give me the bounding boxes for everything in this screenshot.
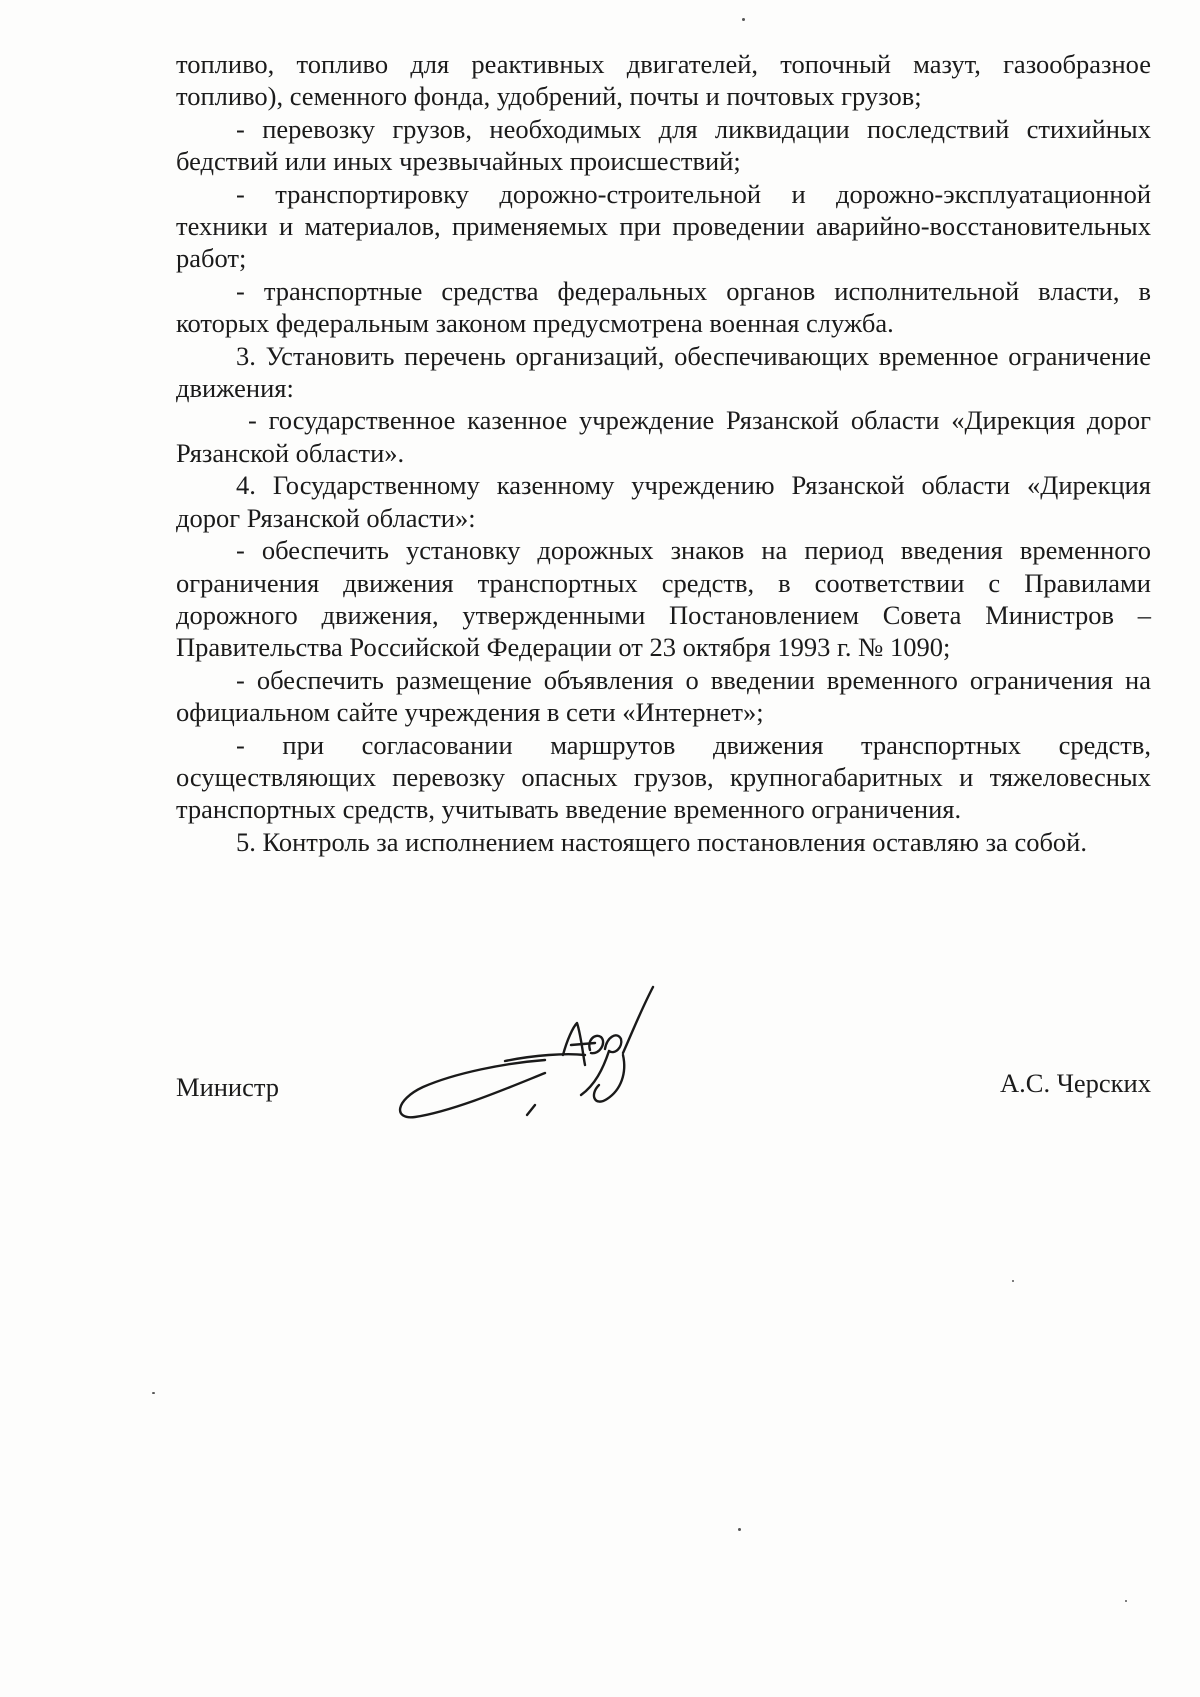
paragraph-federal-vehicles: - транспортные средства федеральных органов исполнительной власти, в которых федеральным законом предусмотрена военная служба. [176, 275, 1151, 339]
paragraph-road-signs: - обеспечить установку дорожных знаков на период введения временного ограничения движения транспортных средств, в соответствии с Правилами дорожного движения, утвержденными Постановлением Совета Министров – Правительства Российской Федерации от 23 октября 1993 г. № 1090; [176, 535, 1151, 663]
paragraph-directorate: - государственное казенное учреждение Рязанской области «Дирекция дорог Рязанской области». [176, 405, 1151, 468]
scan-speck [738, 1528, 741, 1531]
signatory-title: Министр [176, 1072, 280, 1102]
handwritten-signature [395, 985, 705, 1135]
paragraph-announcement: - обеспечить размещение объявления о введении временного ограничения на официальном сайте учреждения в сети «Интернет»; [176, 664, 1151, 728]
signatory-name: А.С. Черских [1000, 1068, 1151, 1098]
paragraph-item-5: 5. Контроль за исполнением настоящего постановления оставляю за собой. [236, 826, 1087, 857]
paragraph-item-3: 3. Установить перечень организаций, обеспечивающих временное ограничение движения: [176, 340, 1151, 404]
paragraph-road-equipment: - транспортировку дорожно-строительной и дорожно-эксплуатационной техники и материалов, применяемых при проведении аварийно-восстановительных работ; [176, 178, 1151, 274]
scan-speck [152, 1392, 155, 1394]
document-body [176, 48, 1151, 858]
paragraph-fuel-continuation: топливо, топливо для реактивных двигателей, топочный мазут, газообразное топливо), семенного фонда, удобрений, почты и почтовых грузов; [176, 49, 1151, 112]
paragraph-cargo-disasters: - перевозку грузов, необходимых для ликвидации последствий стихийных бедствий или иных чрезвычайных происшествий; [176, 113, 1151, 177]
paragraph-route-approval: - при согласовании маршрутов движения транспортных средств, осуществляющих перевозку опасных грузов, крупногабаритных и тяжеловесных транспортных средств, учитывать введение временного ограничения. [176, 729, 1151, 825]
scan-speck [1125, 1600, 1127, 1602]
scan-speck [742, 18, 745, 21]
scan-speck [1012, 1280, 1014, 1282]
paragraph-item-4: 4. Государственному казенному учреждению Рязанской области «Дирекция дорог Рязанской области»: [176, 470, 1151, 533]
